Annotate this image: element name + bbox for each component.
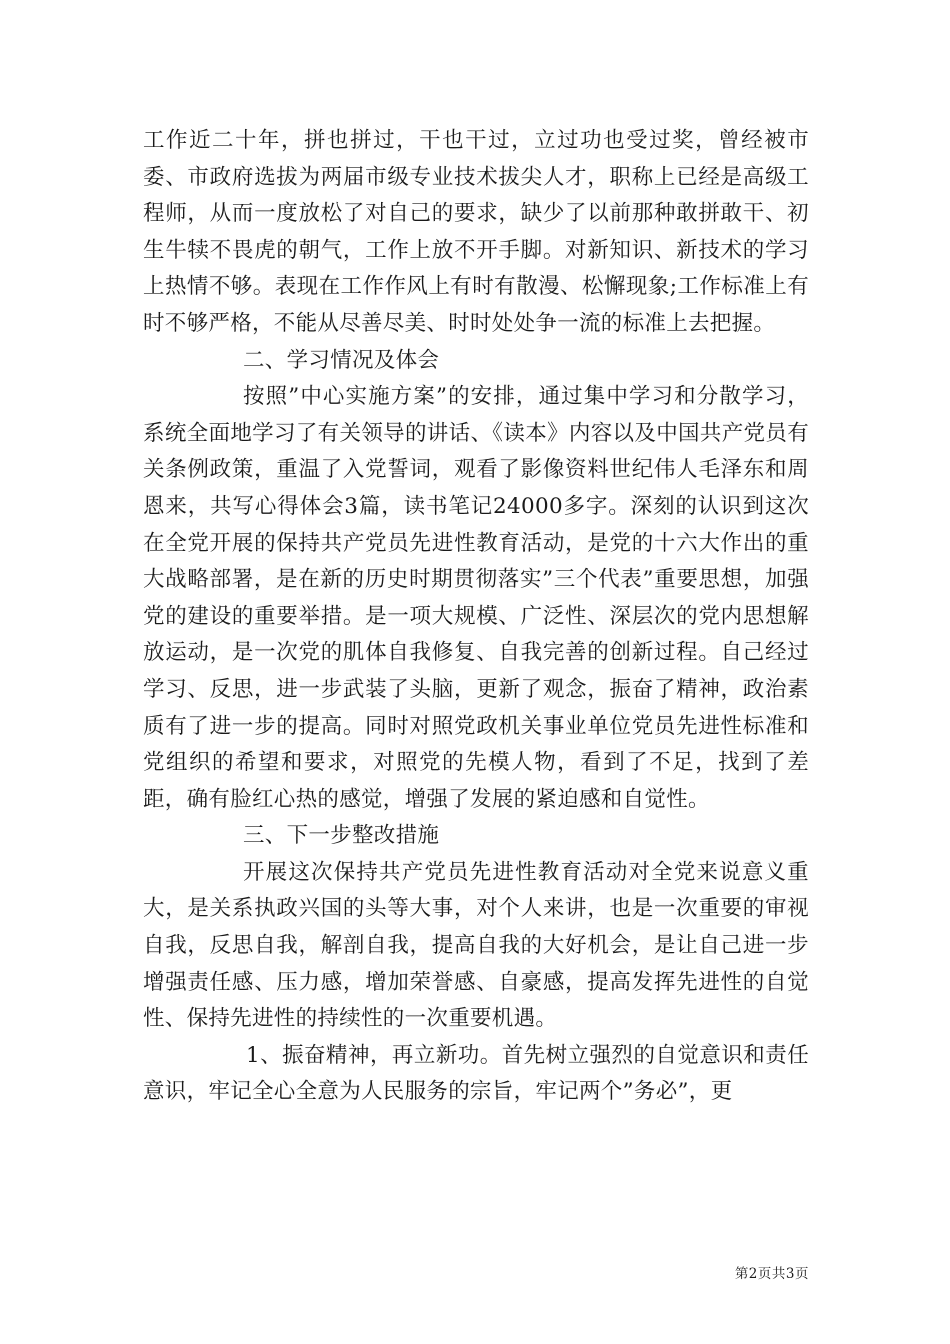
list-item-1: 1、振奋精神，再立新功。首先树立强烈的自觉意识和责任意识，牢记全心全意为人民服务的宗旨，牢记两个”务必”，更	[143, 1042, 809, 1105]
paragraph-study-details: 按照”中心实施方案”的安排，通过集中学习和分散学习，系统全面地学习了有关领导的讲话、《读本》内容以及中国共产党员有关条例政策，重温了入党誓词，观看了影像资料世纪伟人毛泽东和周恩来，共写心得体会3篇，读书笔记24000多字。深刻的认识到这次在全党开展的保持共产党员先进性教育活动，是党的十六大作出的重大战略部署，是在新的历史时期贯彻落实”三个代表”重要思想，加强党的建设的重要举措。是一项大规模、广泛性、深层次的党内思想解放运动，是一次党的肌体自我修复、自我完善的创新过程。自己经过学习、反思，进一步武装了头脑，更新了观念，振奋了精神，政治素质有了进一步的提高。同时对照党政机关事业单位党员先进性标准和党组织的希望和要求，对照党的先模人物，看到了不足，找到了差距，确有脸红心热的感觉，增强了发展的紧迫感和自觉性。	[143, 384, 809, 812]
section-heading-study: 二、学习情况及体会	[243, 347, 440, 373]
paragraph-continuation: 工作近二十年，拼也拼过，干也干过，立过功也受过奖，曾经被市委、市政府选拔为两届市级专业技术拔尖人才，职称上已经是高级工程师，从而一度放松了对自己的要求，缺少了以前那种敢拼敢干、初生牛犊不畏虎的朝气，工作上放不开手脚。对新知识、新技术的学习上热情不够。表现在工作作风上有时有散漫、松懈现象;工作标准上有时不够严格，不能从尽善尽美、时时处处争一流的标准上去把握。	[143, 128, 809, 336]
section-heading-rectification: 三、下一步整改措施	[243, 823, 440, 849]
page-number-footer: 第2页共3页	[734, 1266, 809, 1282]
paragraph-rectification-intro: 开展这次保持共产党员先进性教育活动对全党来说意义重大，是关系执政兴国的头等大事，对个人来讲，也是一次重要的审视自我，反思自我，解剖自我，提高自我的大好机会，是让自己进一步增强责任感、压力感，增加荣誉感、自豪感，提高发挥先进性的自觉性、保持先进性的持续性的一次重要机遇。	[143, 859, 809, 1032]
document-body	[143, 123, 809, 1111]
